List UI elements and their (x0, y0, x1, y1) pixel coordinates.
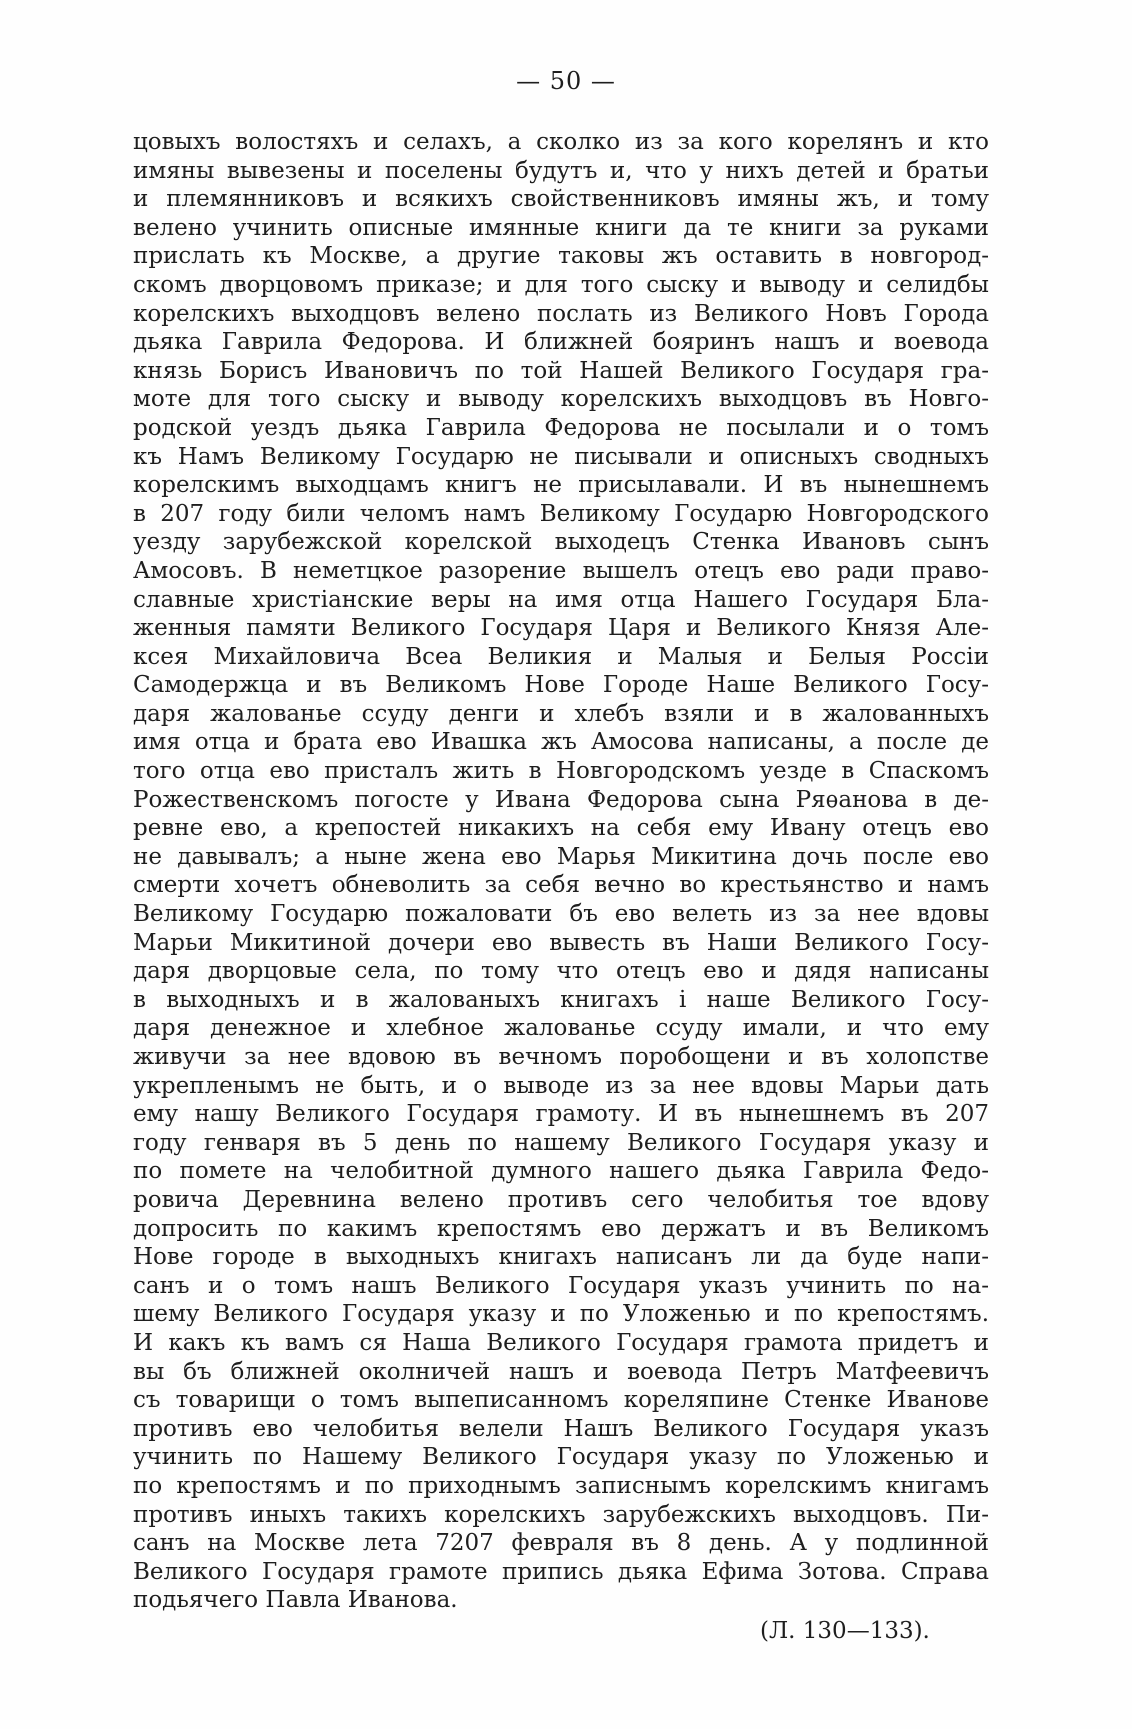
text-line: ровича Деревнина велено противъ сего челобитья тое вдову (133, 1186, 989, 1213)
text-line: даря дворцовые села, по тому что отецъ ево и дядя написаны (133, 958, 989, 985)
text-line: родской уездъ дьяка Гаврила Федорова не посылали и о томъ (133, 414, 989, 441)
text-line: имя отца и брата ево Ивашка жъ Амосова написаны, а после де (133, 729, 989, 756)
text-line: по крепостямъ и по приходнымъ записнымъ корелскимъ книгамъ (133, 1472, 989, 1499)
text-line: цовыхъ волостяхъ и селахъ, а сколко из за кого корелянъ и кто (133, 129, 989, 155)
text-line: даря денежное и хлебное жалованье ссуду имали, и что ему (133, 1015, 989, 1042)
text-line: шему Великого Государя указу и по Уложенью и по крепостямъ. (133, 1301, 989, 1328)
text-line: славные христіанские веры на имя отца Нашего Государя Бла- (133, 586, 989, 613)
text-line: князь Борисъ Ивановичъ по той Нашей Великого Государя гра- (133, 357, 989, 384)
text-line: корелскихъ выходцовъ велено послать из Великого Новъ Города (133, 300, 989, 327)
text-line: корелскимъ выходцамъ книгъ не присылавали. И въ нынешнемъ (133, 472, 989, 499)
text-line: Великому Государю пожаловати бъ ево велеть из за нее вдовы (133, 901, 989, 928)
text-line: Нове городе в выходныхъ книгахъ написанъ ли да буде напи- (133, 1244, 989, 1271)
text-line: ксея Михайловича Всеа Великия и Малыя и Белыя Россіи (133, 643, 989, 670)
text-line: по помете на челобитной думного нашего дьяка Гаврила Федо- (133, 1158, 989, 1185)
text-line: къ Намъ Великому Государю не писывали и описныхъ сводныхъ (133, 443, 989, 470)
text-line: учинить по Нашему Великого Государя указу по Уложенью и (133, 1444, 989, 1471)
text-line: уезду зарубежской корелской выходецъ Стенка Ивановъ сынъ (133, 529, 989, 556)
text-line: моте для того сыску и выводу корелскихъ выходцовъ въ Новго- (133, 386, 989, 413)
text-line: противъ ево челобитья велели Нашъ Великого Государя указъ (133, 1415, 989, 1442)
text-line: году генваря въ 5 день по нашему Великого Государя указу и (133, 1129, 989, 1156)
text-line: Рожественскомъ погосте у Ивана Федорова сына Ряѳанова в де- (133, 786, 989, 813)
text-line: скомъ дворцовомъ приказе; и для того сыску и выводу и селидбы (133, 271, 989, 298)
text-line: Марьи Микитиной дочери ево вывесть въ Наши Великого Госу- (133, 929, 989, 956)
text-line: противъ иныхъ такихъ корелскихъ зарубежскихъ выходцовъ. Пи- (133, 1501, 989, 1528)
text-line: в выходныхъ и в жалованыхъ книгахъ і наше Великого Госу- (133, 986, 989, 1013)
text-line: съ товарищи о томъ выпеписанномъ кореляпине Стенке Иванове (133, 1387, 989, 1414)
text-line: Амосовъ. В неметцкое разорение вышелъ отецъ ево ради право- (133, 557, 989, 584)
text-line: живучи за нее вдовою въ вечномъ поробощени и въ холопстве (133, 1044, 989, 1070)
text-line: ревне ево, а крепостей никакихъ на себя ему Ивану отецъ ево (133, 815, 989, 842)
text-line: велено учинить описные имянные книги да те книги за руками (133, 214, 989, 241)
text-line: санъ и о томъ нашъ Великого Государя указъ учинить по на- (133, 1272, 989, 1299)
text-line: Великого Государя грамоте припись дьяка Ефима Зотова. Справа (133, 1558, 989, 1585)
page-number: — 50 — (516, 67, 616, 95)
text-line: и племянниковъ и всякихъ свойственниковъ имяны жъ, и тому (133, 186, 989, 213)
text-line: прислать къ Москве, а другие таковы жъ оставить в новгород- (133, 243, 989, 270)
main-text (133, 128, 989, 1615)
text-line: допросить по какимъ крепостямъ ево держатъ и въ Великомъ (133, 1215, 989, 1242)
text-line: дьяка Гаврила Федорова. И ближней бояринъ нашъ и воевода (133, 329, 989, 356)
text-line: санъ на Москве лета 7207 февраля въ 8 день. А у подлинной (133, 1530, 989, 1557)
text-line: укрепленымъ не быть, и о выводе из за нее вдовы Марьи дать (133, 1072, 989, 1099)
text-line: имяны вывезены и поселены будутъ и, что у нихъ детей и братьи (133, 157, 989, 184)
text-line: того отца ево присталъ жить в Новгородскомъ уезде в Спаскомъ (133, 758, 989, 785)
text-line: Самодержца и въ Великомъ Нове Городе Наше Великого Госу- (133, 672, 989, 699)
text-line: вы бъ ближней околничей нашъ и воевода Петръ Матфеевичъ (133, 1358, 989, 1385)
text-line: ему нашу Великого Государя грамоту. И въ нынешнемъ въ 207 (133, 1101, 989, 1128)
text-line: подьячего Павла Иванова. (133, 1587, 458, 1614)
text-line: И какъ къ вамъ ся Наша Великого Государя грамота придетъ и (133, 1329, 989, 1356)
source-reference: (Л. 130—133). (760, 1618, 930, 1644)
text-line: смерти хочетъ обневолить за себя вечно во крестьянство и намъ (133, 872, 989, 899)
text-line: женныя памяти Великого Государя Царя и Великого Князя Але- (133, 615, 989, 642)
text-line: не давывалъ; а ныне жена ево Марья Микитина дочь после ево (133, 843, 989, 870)
text-line: даря жалованье ссуду денги и хлебъ взяли и в жалованныхъ (133, 700, 989, 727)
text-line: в 207 году били челомъ намъ Великому Государю Новгородского (133, 500, 989, 527)
